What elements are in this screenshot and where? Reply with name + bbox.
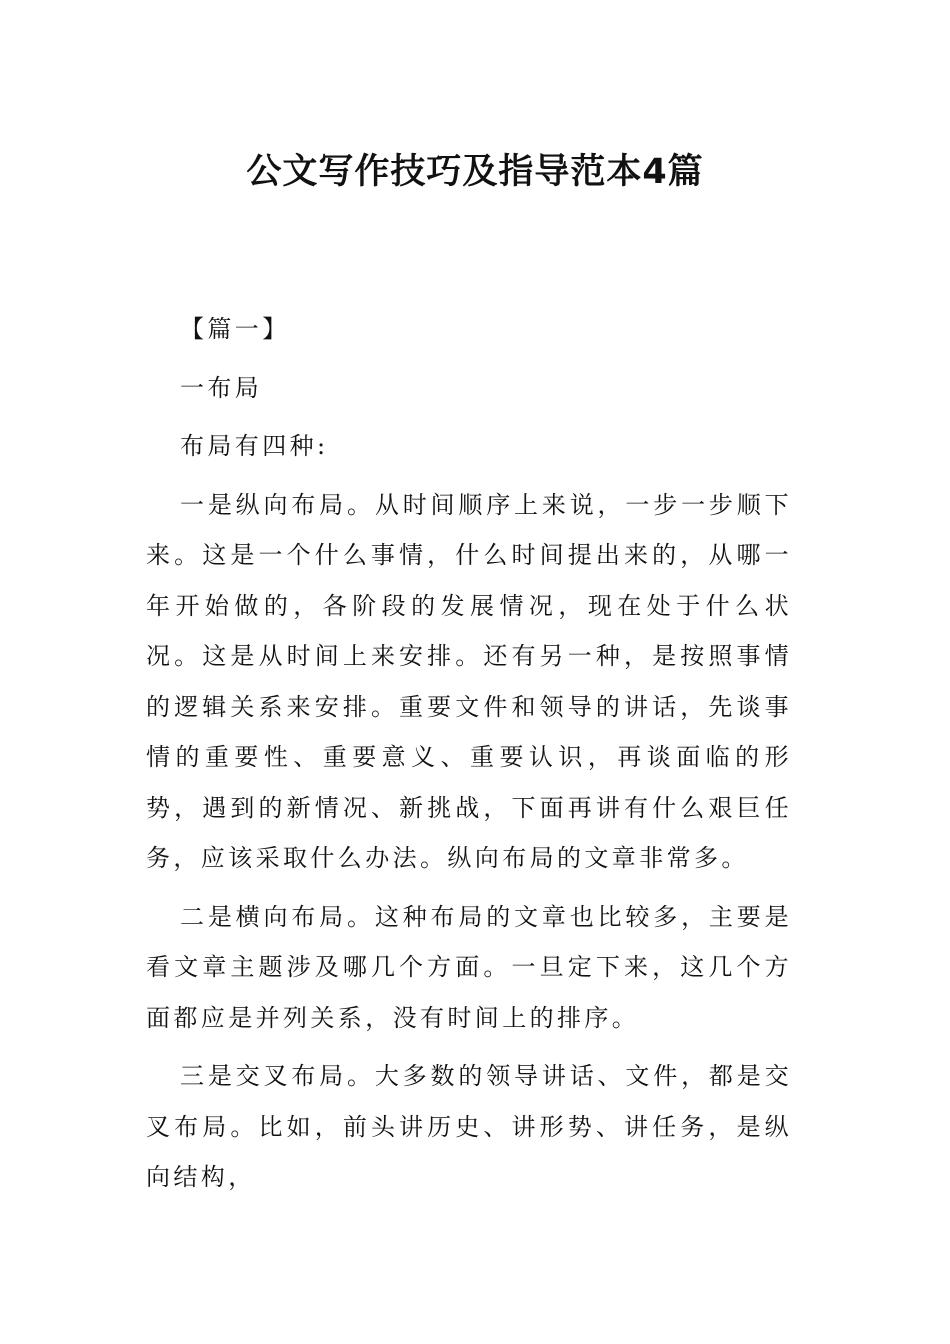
document-body xyxy=(146,304,792,1203)
paragraph: 三是交叉布局。大多数的领导讲话、文件，都是交叉布局。比如，前头讲历史、讲形势、讲任务，是纵向结构， xyxy=(146,1062,792,1191)
intro-line: 布局有四种: xyxy=(180,432,329,460)
paragraph: 二是横向布局。这种布局的文章也比较多，主要是看文章主题涉及哪几个方面。一旦定下来，这几个方面都应是并列关系，没有时间上的排序。 xyxy=(146,902,792,1032)
document-title: 公文写作技巧及指导范本4篇 xyxy=(246,152,704,192)
subheading: 一布局 xyxy=(180,373,263,402)
section-heading: 【篇一】 xyxy=(180,315,290,343)
paragraph: 一是纵向布局。从时间顺序上来说，一步一步顺下来。这是一个什么事情，什么时间提出来的，从哪一年开始做的，各阶段的发展情况，现在处于什么状况。这是从时间上来安排。还有另一种，是按照事情的逻辑关系来安排。重要文件和领导的讲话，先谈事情的重要性、重要意义、重要认识，再谈面临的形势，遇到的新情况、新挑战，下面再讲有什么艰巨任务，应该采取什么办法。纵向布局的文章非常多。 xyxy=(146,490,792,872)
